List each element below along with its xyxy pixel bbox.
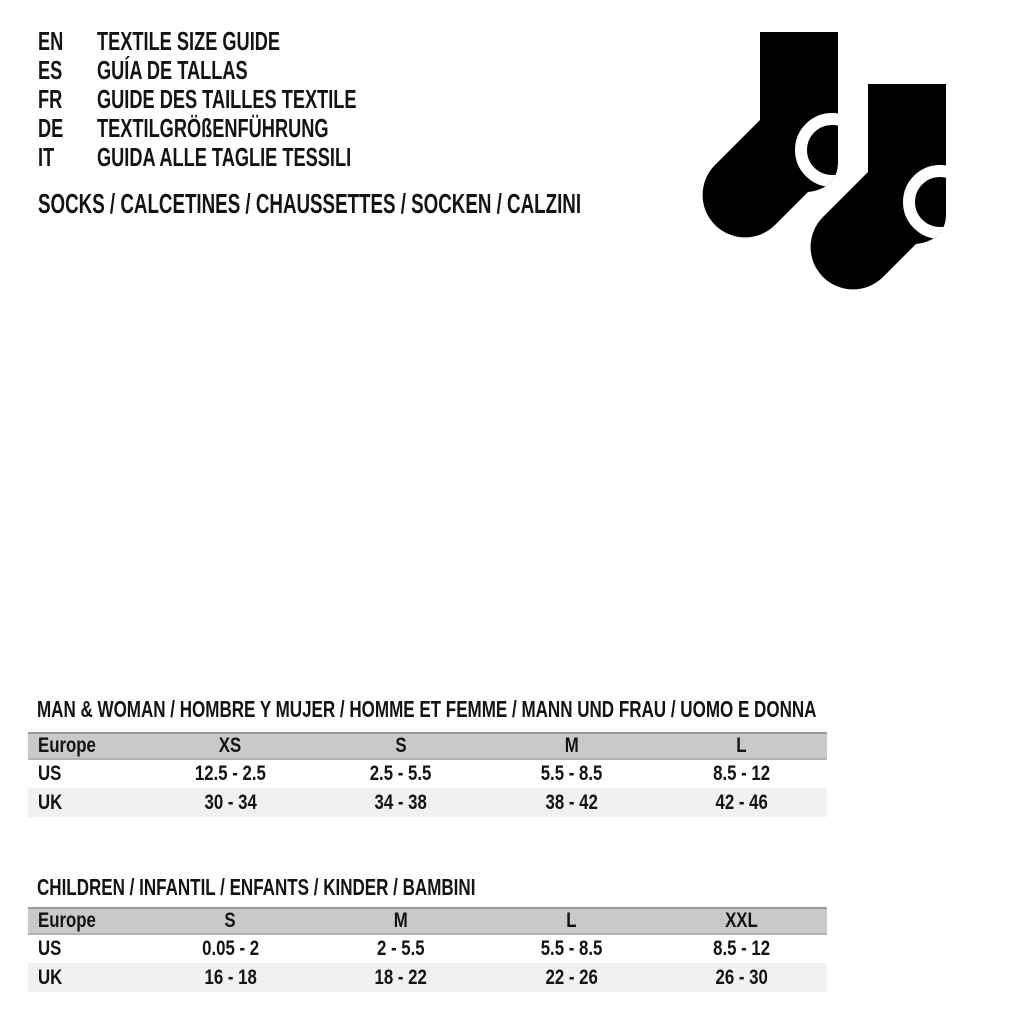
column-header-size: L	[566, 909, 577, 932]
language-label: GUIDE DES TAILLES TEXTILE	[97, 84, 357, 114]
children-header-row	[28, 907, 827, 935]
size-cell: 0.05 - 2	[201, 937, 259, 960]
size-cell: 5.5 - 8.5	[540, 937, 603, 960]
children-us-row	[28, 935, 827, 963]
language-list	[38, 27, 468, 172]
column-header-region: Europe	[38, 909, 96, 932]
language-row-de	[38, 114, 468, 143]
sock-back-shape	[703, 32, 838, 237]
size-cell: 8.5 - 12	[713, 762, 771, 785]
size-cell: 38 - 42	[545, 790, 598, 814]
language-code: EN	[38, 26, 64, 56]
size-cell: 8.5 - 12	[713, 937, 771, 960]
column-header-size: XS	[219, 734, 242, 757]
adults-header-row	[28, 732, 827, 760]
language-label: GUIDA ALLE TAGLIE TESSILI	[97, 142, 352, 172]
column-header-size: L	[736, 734, 747, 757]
language-label: TEXTILGRÖßENFÜHRUNG	[97, 113, 329, 143]
children-size-table	[28, 907, 827, 992]
row-label: UK	[38, 790, 63, 814]
size-cell: 5.5 - 8.5	[540, 762, 603, 785]
row-label: US	[38, 762, 62, 785]
row-label: US	[38, 937, 62, 960]
size-cell: 42 - 46	[715, 790, 768, 814]
adults-table-title: MAN & WOMAN / HOMBRE Y MUJER / HOMME ET FEMME / MANN UND FRAU / UOMO E DONNA	[37, 696, 817, 722]
language-code: FR	[38, 84, 63, 114]
column-header-size: S	[224, 909, 236, 932]
adults-us-row	[28, 760, 827, 788]
socks-icon	[690, 20, 1000, 310]
adults-size-table	[28, 732, 827, 817]
language-code: DE	[38, 113, 64, 143]
language-row-it	[38, 143, 468, 172]
language-code: IT	[38, 142, 55, 172]
column-header-size: M	[393, 909, 408, 932]
size-cell: 26 - 30	[715, 965, 768, 989]
size-cell: 12.5 - 2.5	[194, 762, 266, 785]
adults-uk-row	[28, 788, 827, 817]
language-row-fr	[38, 85, 468, 114]
language-row-es	[38, 56, 468, 85]
language-row-en	[38, 27, 468, 56]
size-cell: 2.5 - 5.5	[369, 762, 432, 785]
size-cell: 16 - 18	[204, 965, 257, 989]
column-header-size: M	[564, 734, 579, 757]
column-header-region: Europe	[38, 734, 96, 757]
language-label: TEXTILE SIZE GUIDE	[97, 26, 281, 56]
size-cell: 22 - 26	[545, 965, 598, 989]
children-uk-row	[28, 963, 827, 992]
size-cell: 18 - 22	[374, 965, 427, 989]
size-cell: 2 - 5.5	[376, 937, 425, 960]
size-cell: 34 - 38	[374, 790, 427, 814]
size-cell: 30 - 34	[204, 790, 257, 814]
children-table-title: CHILDREN / INFANTIL / ENFANTS / KINDER / BAMBINI	[37, 874, 476, 900]
column-header-size: XXL	[725, 909, 759, 932]
row-label: UK	[38, 965, 63, 989]
language-code: ES	[38, 55, 63, 85]
column-header-size: S	[395, 734, 407, 757]
category-heading: SOCKS / CALCETINES / CHAUSSETTES / SOCKEN / CALZINI	[38, 188, 582, 219]
language-label: GUÍA DE TALLAS	[97, 55, 248, 85]
